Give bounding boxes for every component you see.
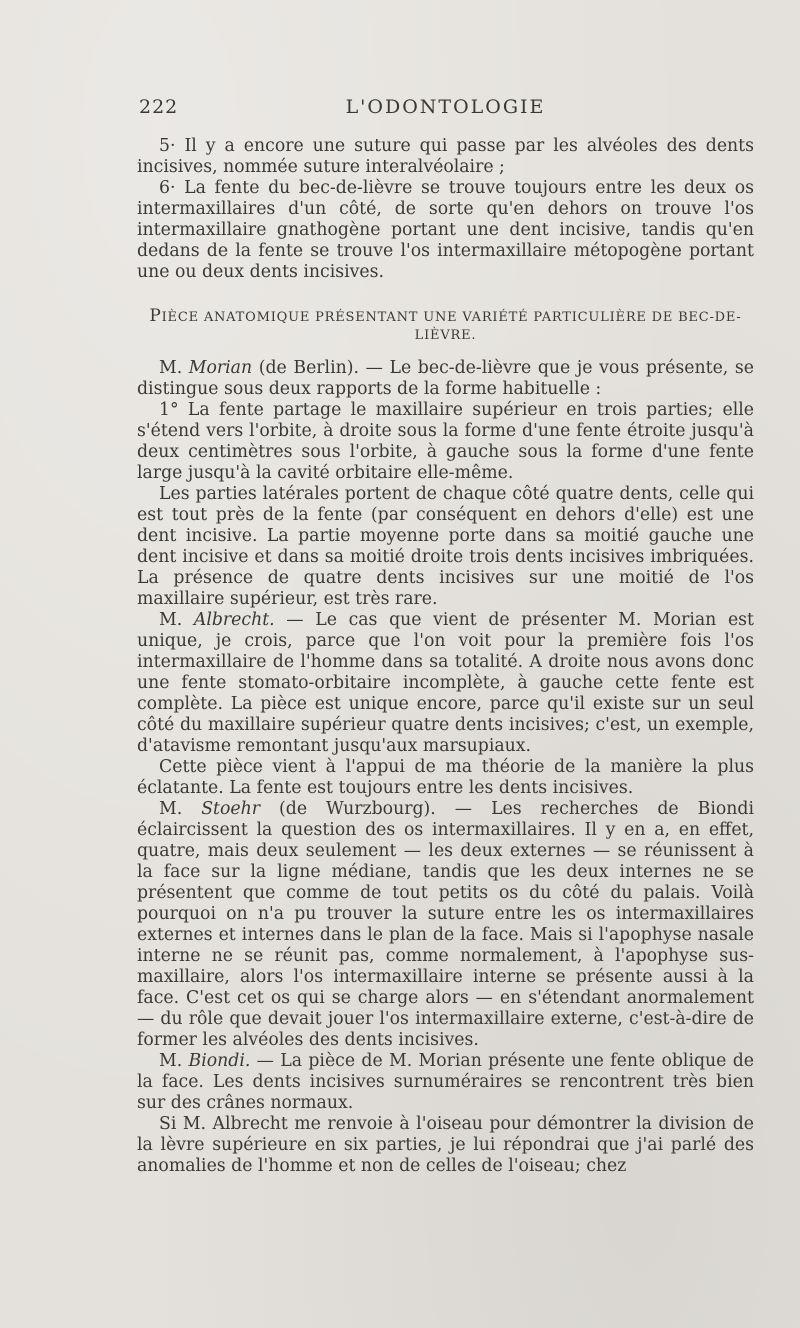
paragraph-morian [137,358,754,400]
page-body [137,136,754,1177]
section-title-rest: IÈCE ANATOMIQUE PRÉSENTANT UNE VARIÉTÉ PARTICULIÈRE DE BEC-DE-LIÈVRE. [161,310,742,343]
paragraph-oiseau [137,1114,754,1177]
speaker-name: Biondi. [188,1051,251,1071]
paragraph-suture-interalveolaire: 5· Il y a encore une suture qui passe par les alvéoles des dents incisives, nommée suture interalvéolaire ; [137,136,754,177]
speaker-prefix: M. [159,1051,189,1071]
speaker-prefix: M. [159,358,189,378]
paragraph-theorie [137,757,754,799]
paragraph-text: — La pièce de M. Morian présente une fente oblique de la face. Les dents incisives surnuméraires se rencontrent très bien sur des crânes normaux. [137,1051,755,1113]
paragraph-text: (de Berlin). — Le bec-de-lièvre que je vous présente, se distingue sous deux rapports de la forme habituelle : [137,358,754,399]
paragraph-biondi [137,1051,754,1114]
speaker-name: Stoehr [201,799,261,819]
paragraph-stoehr [137,799,754,1051]
section-title-lead: P [149,306,162,326]
paragraph-fente-trois-parties [137,400,754,484]
speaker-name: Morian [188,358,253,378]
running-title: L'ODONTOLOGIE [345,96,546,118]
paragraph-albrecht [137,610,754,757]
speaker-prefix: M. [159,610,194,630]
section-title [137,307,754,345]
paragraph-text: Cette pièce vient à l'appui de ma théorie de la manière la plus éclatante. La fente est toujours entre les dents incisives. [137,757,754,798]
paragraph-text: Si M. Albrecht me renvoie à l'oiseau pour démontrer la division de la lèvre supérieure en six parties, je lui répondrai que j'ai parlé des anomalies de l'homme et non de celles de l'oiseau; chez [137,1114,754,1176]
paragraph-fente-bec-de-lievre: 6· La fente du bec-de-lièvre se trouve toujours entre les deux os intermaxillaires d'un côté, de sorte qu'en dehors on trouve l'os intermaxillaire gnathogène portant une dent incisive, tandis qu'en dedans de la fente se trouve l'os intermaxillaire métopogène portant une ou deux dents incisives. [137,178,754,282]
paragraph-text: 1° La fente partage le maxillaire supérieur en trois parties; elle s'étend vers l'orbite, à droite sous la forme d'une fente étroite jusqu'à deux centimètres sous l'orbite, à gauche sous la forme d'une fente large jusqu'à la cavité orbitaire elle-même. [137,400,754,483]
speaker-name: Albrecht. [193,610,275,630]
page-number: 222 [139,96,179,118]
paragraph-parties-laterales [137,484,754,610]
page-header [137,96,754,126]
paragraph-text: (de Wurzbourg). — Les recherches de Biondi éclaircissent la question des os intermaxillaires. Il y en a, en effet, quatre, mais deux seulement — les deux externes — se réunissent à la face sur la ligne médiane, tandis que les deux internes ne se présentent que comme de tout petits os du côté du palais. Voilà pourquoi on n'a pu trouver la suture entre les os intermaxillaires externes et internes dans le plan de la face. Mais si l'apophyse nasale interne ne se réunit pas, comme normalement, à l'apophyse sus-maxillaire, alors l'os intermaxillaire interne se présente aussi à la face. C'est cet os qui se charge alors — en s'étendant anormalement — du rôle que devait jouer l'os intermaxillaire externe, c'est-à-dire de former les alvéoles des dents incisives. [137,799,754,1050]
book-page [137,96,754,1177]
paragraph-text: Les parties latérales portent de chaque côté quatre dents, celle qui est tout près de la fente (par conséquent en dehors d'elle) est une dent incisive. La partie moyenne porte dans sa moitié gauche une dent incisive et dans sa moitié droite trois dents incisives imbriquées. La présence de quatre dents incisives sur une moitié de l'os maxillaire supérieur, est très rare. [137,484,754,609]
speaker-prefix: M. [159,799,202,819]
paragraph-text: — Le cas que vient de présenter M. Morian est unique, je crois, parce que l'on voit pour la première fois l'os intermaxillaire de l'homme dans sa totalité. A droite nous avons donc une fente stomato-orbitaire incomplète, à gauche cette fente est complète. La pièce est unique encore, parce qu'il existe sur un seul côté du maxillaire supérieur quatre dents incisives; c'est, un exemple, d'atavisme remontant jusqu'aux marsupiaux. [137,610,754,756]
